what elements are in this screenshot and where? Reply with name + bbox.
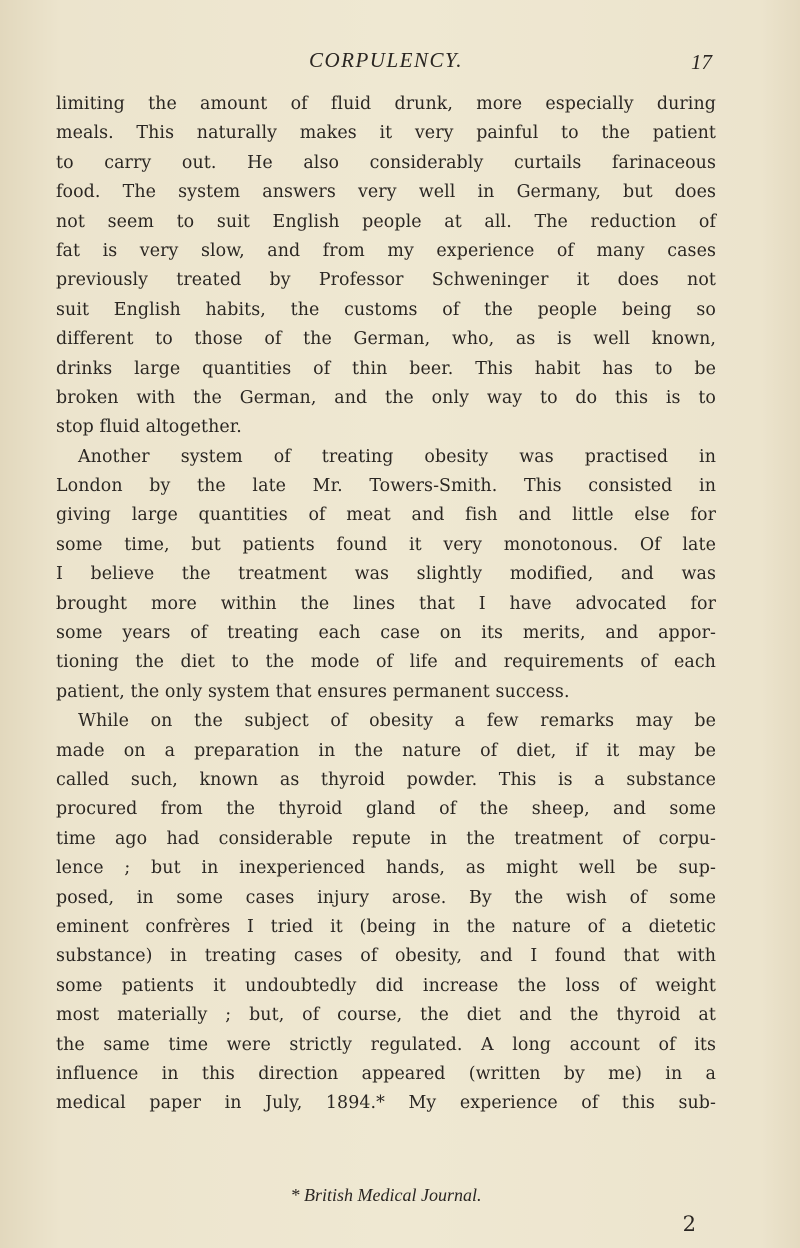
text-line: tioning the diet to the mode of life and requirements of each — [56, 652, 716, 673]
text-line: substance) in treating cases of obesity, and I found that with — [56, 946, 716, 967]
text-line: not seem to suit English people at all. The reduction of — [56, 211, 716, 232]
text-line: different to those of the German, who, as is well known, — [56, 329, 716, 350]
paragraph — [56, 707, 716, 1118]
text-line: brought more within the lines that I have advocated for — [56, 593, 716, 614]
text-line: some patients it undoubtedly did increase the loss of weight — [56, 975, 716, 996]
text-line: While on the subject of obesity a few remarks may be — [78, 711, 716, 732]
text-line: stop fluid altogether. — [56, 417, 242, 438]
text-line: the same time were strictly regulated. A long account of its — [56, 1034, 716, 1055]
text-line: fat is very slow, and from my experience of many cases — [56, 240, 716, 261]
text-line: I believe the treatment was slightly modified, and was — [56, 564, 716, 585]
text-line: food. The system answers very well in Germany, but does — [56, 182, 716, 203]
text-line: drinks large quantities of thin beer. This habit has to be — [56, 358, 716, 379]
text-line: broken with the German, and the only way to do this is to — [56, 387, 716, 408]
text-line: posed, in some cases injury arose. By the wish of some — [56, 887, 716, 908]
text-line: called such, known as thyroid powder. This is a substance — [56, 769, 716, 790]
text-line: limiting the amount of fluid drunk, more especially during — [56, 94, 716, 114]
running-head: CORPULENCY. — [308, 48, 463, 72]
text-line: influence in this direction appeared (written by me) in a — [56, 1063, 716, 1084]
text-line: some years of treating each case on its merits, and appor- — [56, 623, 716, 644]
text-line: medical paper in July, 1894.* My experience of this sub- — [56, 1093, 716, 1114]
text-line: to carry out. He also considerably curtails farinaceous — [56, 152, 716, 173]
text-line: some time, but patients found it very monotonous. Of late — [56, 534, 716, 555]
text-line: previously treated by Professor Schweninger it does not — [56, 270, 716, 291]
page-header — [56, 48, 716, 78]
page-number: 17 — [691, 50, 712, 74]
text-line: most materially ; but, of course, the diet and the thyroid at — [56, 1005, 716, 1026]
text-line: eminent confrères I tried it (being in the nature of a dietetic — [56, 916, 716, 937]
text-line: suit English habits, the customs of the people being so — [56, 299, 716, 320]
text-line: time ago had considerable repute in the treatment of corpu- — [56, 828, 716, 849]
book-page — [56, 0, 716, 1248]
body-text — [56, 90, 716, 1119]
text-line: London by the late Mr. Towers-Smith. This consisted in — [56, 476, 716, 497]
paragraph — [56, 443, 716, 708]
text-line: patient, the only system that ensures permanent success. — [56, 681, 570, 702]
signature-mark: 2 — [682, 1212, 696, 1236]
text-line: Another system of treating obesity was practised in — [78, 446, 716, 467]
text-line: giving large quantities of meat and fish and little else for — [56, 505, 716, 526]
text-line: made on a preparation in the nature of diet, if it may be — [56, 740, 716, 761]
footnote: * British Medical Journal. — [290, 1185, 482, 1205]
paragraph — [56, 90, 716, 443]
text-line: procured from the thyroid gland of the sheep, and some — [56, 799, 716, 820]
text-line: meals. This naturally makes it very painful to the patient — [56, 123, 716, 144]
text-line: lence ; but in inexperienced hands, as might well be sup- — [56, 858, 716, 879]
